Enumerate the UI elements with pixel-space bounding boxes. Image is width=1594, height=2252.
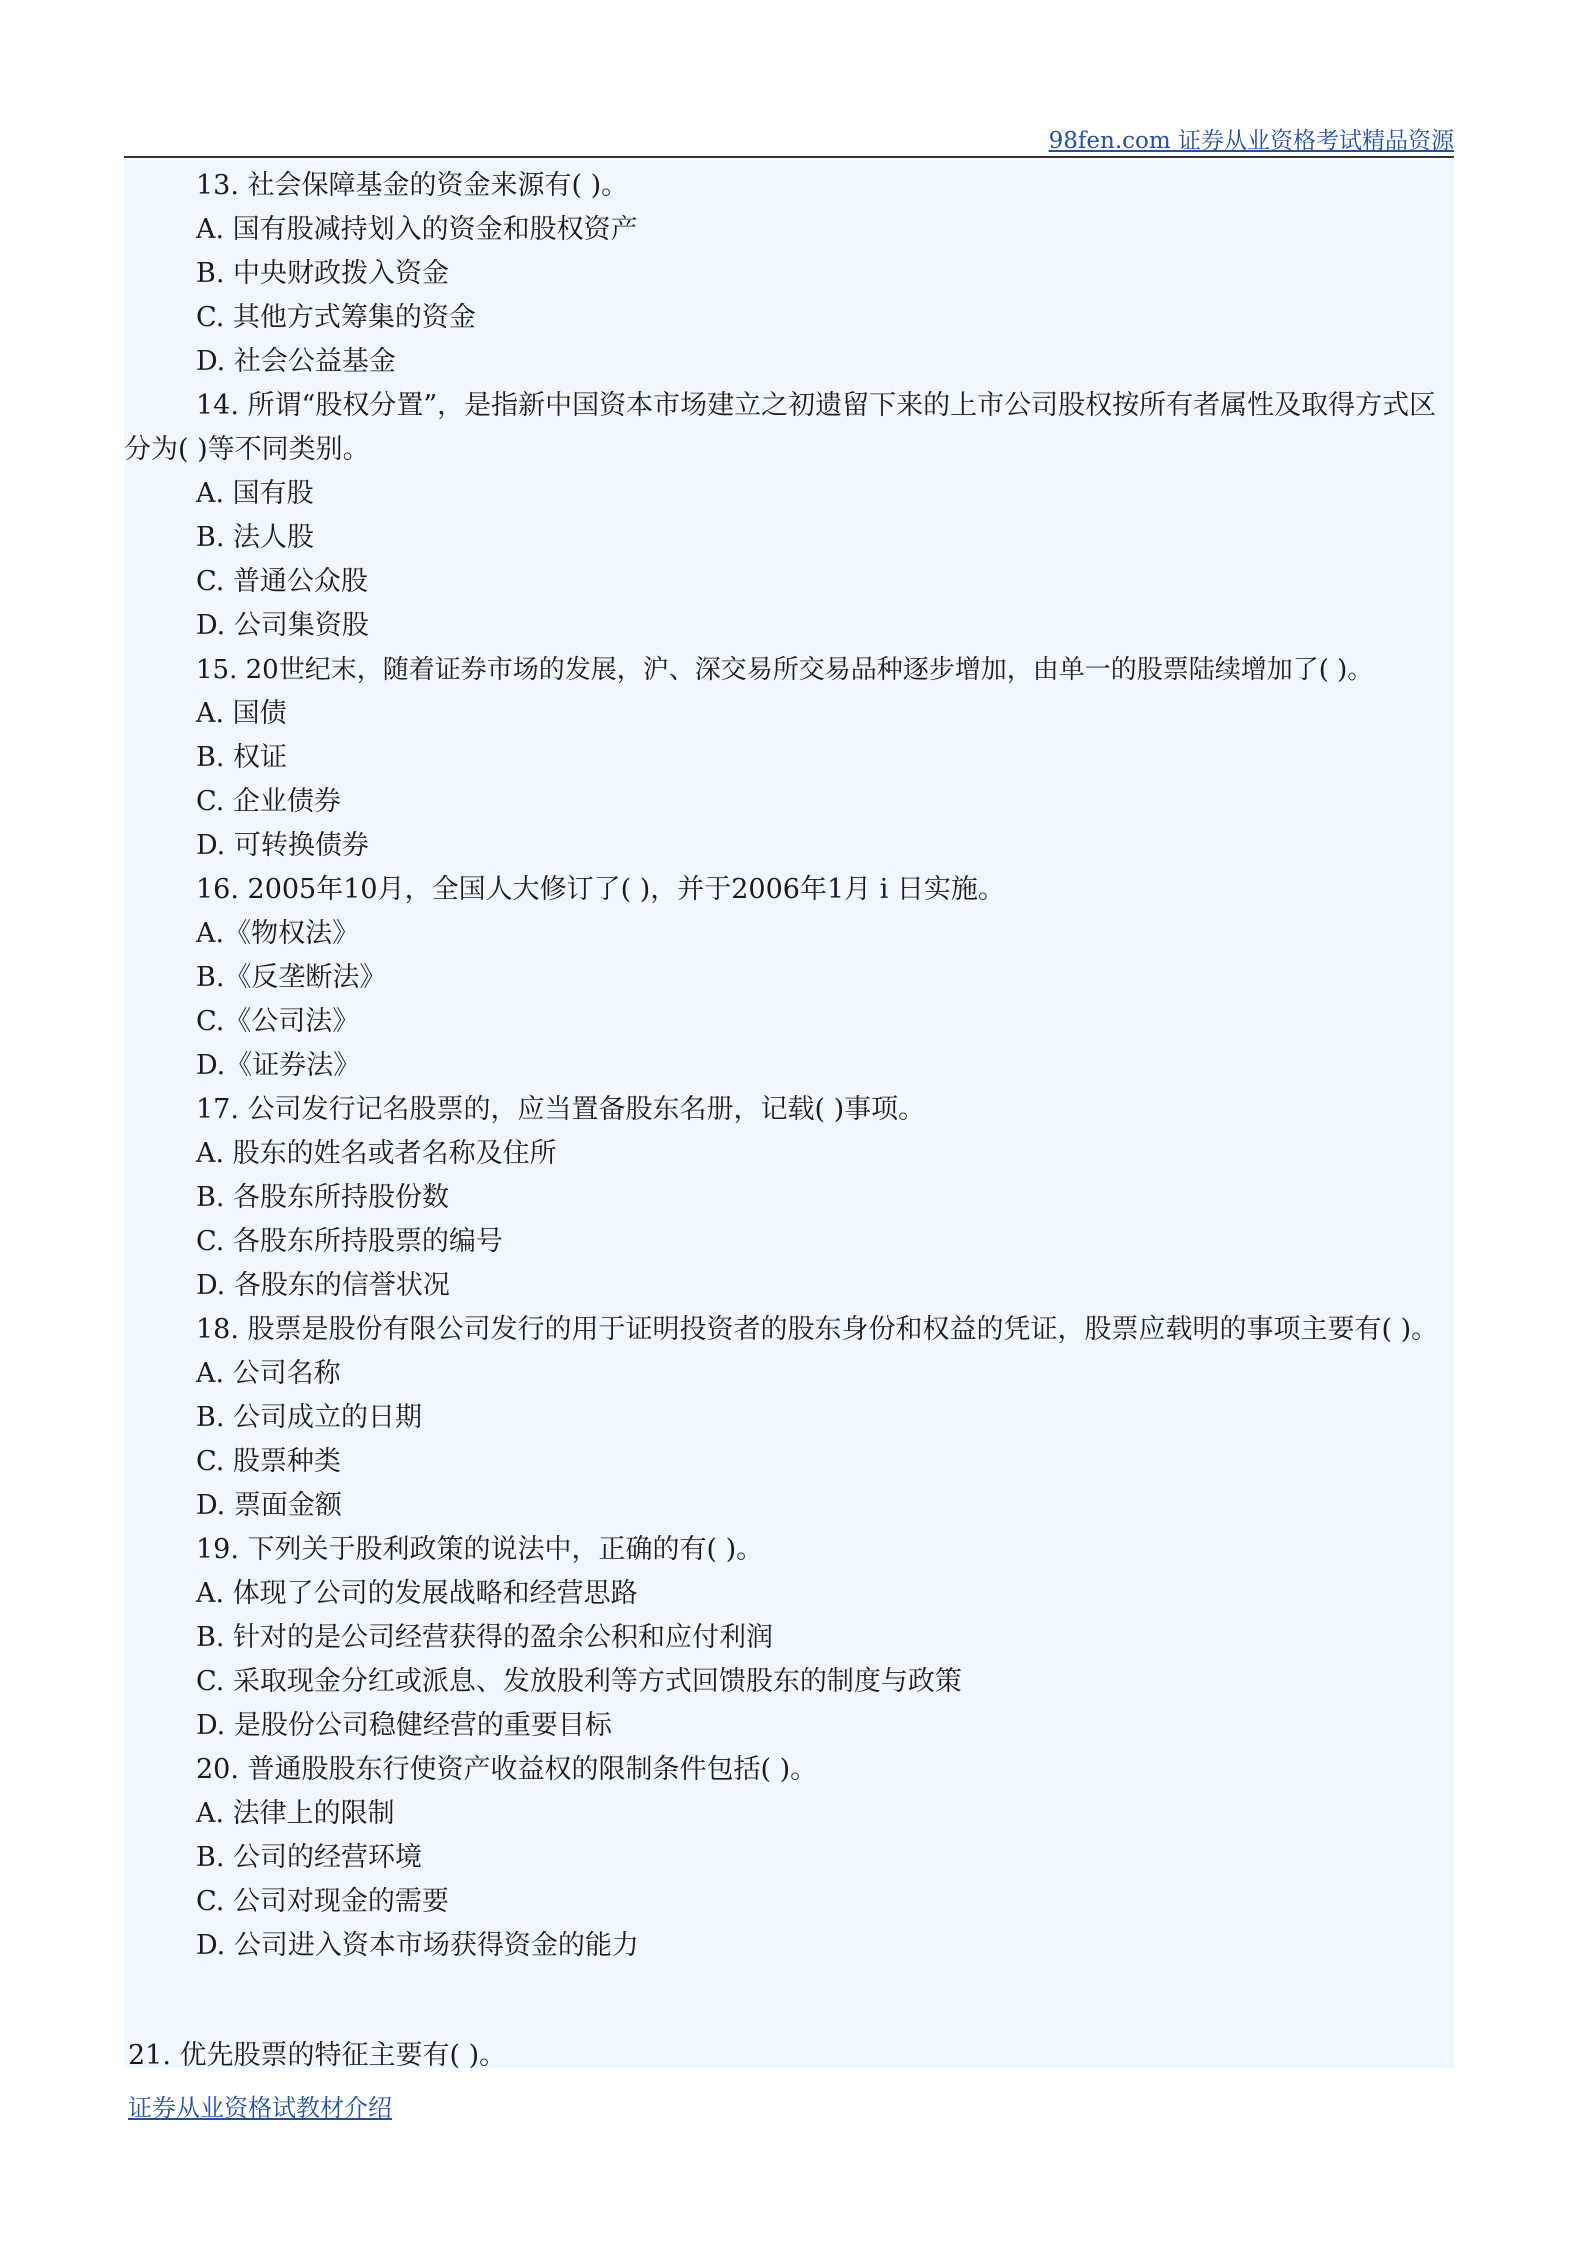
question-14-option-a: A. 国有股 [196, 478, 314, 509]
question-13-stem: 13. 社会保障基金的资金来源有( )。 [196, 170, 629, 201]
question-15-option-b: B. 权证 [196, 742, 288, 773]
question-18-option-d: D. 票面金额 [196, 1490, 342, 1521]
question-19-option-c: C. 采取现金分红或派息、发放股利等方式回馈股东的制度与政策 [196, 1666, 962, 1697]
question-16-option-b: B.《反垄断法》 [196, 962, 387, 993]
question-19-option-a: A. 体现了公司的发展战略和经营思路 [196, 1578, 638, 1609]
question-14-option-b: B. 法人股 [196, 522, 315, 553]
question-15-option-a: A. 国债 [196, 698, 287, 729]
question-17-option-b: B. 各股东所持股份数 [196, 1182, 450, 1213]
question-16-stem: 16. 2005年10月，全国人大修订了( )，并于2006年1月 i 日实施。 [196, 874, 1005, 905]
question-19-option-b: B. 针对的是公司经营获得的盈余公积和应付利润 [196, 1622, 774, 1653]
question-18-option-b: B. 公司成立的日期 [196, 1402, 423, 1433]
question-18-option-c: C. 股票种类 [196, 1446, 341, 1477]
question-20-option-d: D. 公司进入资本市场获得资金的能力 [196, 1930, 639, 1961]
question-list [124, 164, 1454, 1968]
question-17-stem: 17. 公司发行记名股票的，应当置备股东名册，记载( )事项。 [196, 1094, 926, 1125]
question-15-option-d: D. 可转换债券 [196, 830, 369, 861]
question-16-option-d: D.《证券法》 [196, 1050, 361, 1081]
question-content [124, 160, 1454, 2071]
site-header-link[interactable]: 98fen.com 证券从业资格考试精品资源 [1048, 128, 1454, 154]
question-17-option-a: A. 股东的姓名或者名称及住所 [196, 1138, 557, 1169]
question-14-stem: 14. 所谓“股权分置”，是指新中国资本市场建立之初遗留下来的上市公司股权按所有者属性及取得方式区分为( )等不同类别。 [124, 390, 1437, 465]
question-18-stem: 18. 股票是股份有限公司发行的用于证明投资者的股东身份和权益的凭证，股票应载明的事项主要有( )。 [196, 1314, 1439, 1345]
question-13-option-c: C. 其他方式筹集的资金 [196, 302, 476, 333]
textbook-intro-link[interactable]: 证券从业资格试教材介绍 [128, 2094, 392, 2122]
question-16-option-a: A.《物权法》 [196, 918, 360, 949]
question-19-option-d: D. 是股份公司稳健经营的重要目标 [196, 1710, 612, 1741]
question-18-option-a: A. 公司名称 [196, 1358, 341, 1389]
question-13-option-a: A. 国有股减持划入的资金和股权资产 [196, 214, 638, 245]
question-15-stem: 15. 20世纪末，随着证券市场的发展，沪、深交易所交易品种逐步增加，由单一的股票陆续增加了( )。 [196, 655, 1374, 685]
question-20-option-a: A. 法律上的限制 [196, 1798, 395, 1829]
question-15-option-c: C. 企业债券 [196, 786, 341, 817]
question-14-option-d: D. 公司集资股 [196, 610, 369, 641]
question-20-option-b: B. 公司的经营环境 [196, 1842, 423, 1873]
question-20-stem: 20. 普通股股东行使资产收益权的限制条件包括( )。 [196, 1754, 818, 1785]
question-14-option-c: C. 普通公众股 [196, 566, 368, 597]
question-21-stem: 21. 优先股票的特征主要有( )。 [128, 2040, 507, 2071]
question-17-option-c: C. 各股东所持股票的编号 [196, 1226, 503, 1257]
page-header [124, 118, 1454, 158]
question-17-option-d: D. 各股东的信誉状况 [196, 1270, 450, 1301]
question-19-stem: 19. 下列关于股利政策的说法中，正确的有( )。 [196, 1534, 764, 1565]
question-20-option-c: C. 公司对现金的需要 [196, 1886, 449, 1917]
question-16-option-c: C.《公司法》 [196, 1006, 360, 1037]
question-13-option-b: B. 中央财政拨入资金 [196, 258, 450, 289]
question-13-option-d: D. 社会公益基金 [196, 346, 396, 377]
